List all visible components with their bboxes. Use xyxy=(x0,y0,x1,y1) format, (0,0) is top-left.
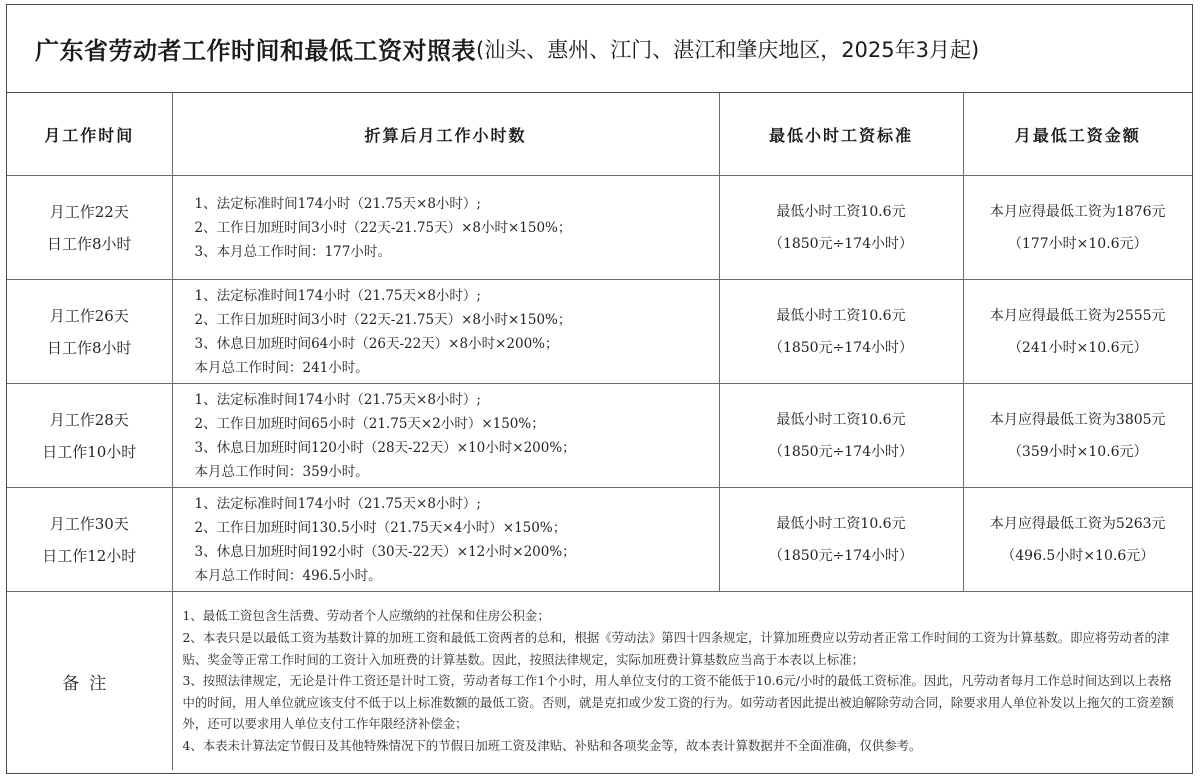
notes-row xyxy=(7,592,1192,771)
work-hours-per-day: 日工作12小时 xyxy=(42,546,137,565)
monthly-wage-formula: （241小时×10.6元） xyxy=(1007,339,1148,356)
wage-comparison-table xyxy=(7,93,1192,770)
monthly-wage-value: 本月应得最低工资为3805元 xyxy=(989,411,1166,428)
hours-calculation-cell xyxy=(172,176,719,280)
calc-line: 本月总工作时间：241小时。 xyxy=(194,359,369,376)
notes-cell xyxy=(172,592,1192,771)
calc-line: 1、法定标准时间174小时（21.75天×8小时）; xyxy=(194,195,481,212)
hourly-wage-formula: （1850元÷174小时） xyxy=(768,547,914,564)
table-row xyxy=(7,280,1192,384)
hourly-wage-cell xyxy=(719,280,963,384)
monthly-wage-cell xyxy=(963,280,1192,384)
hourly-wage-value: 最低小时工资10.6元 xyxy=(776,203,906,220)
hourly-wage-formula: （1850元÷174小时） xyxy=(768,443,914,460)
work-days: 月工作26天 xyxy=(49,306,129,325)
monthly-wage-cell xyxy=(963,176,1192,280)
hourly-wage-value: 最低小时工资10.6元 xyxy=(776,307,906,324)
monthly-wage-cell xyxy=(963,384,1192,488)
table-row xyxy=(7,384,1192,488)
monthly-wage-value: 本月应得最低工资为2555元 xyxy=(989,307,1166,324)
hourly-wage-cell xyxy=(719,384,963,488)
calc-line: 3、休息日加班时间120小时（28天-22天）×10小时×200%； xyxy=(194,439,576,456)
hourly-wage-formula: （1850元÷174小时） xyxy=(768,339,914,356)
work-period-cell xyxy=(7,488,172,592)
work-period-cell xyxy=(7,384,172,488)
work-days: 月工作30天 xyxy=(49,514,129,533)
hours-calculation-cell xyxy=(172,384,719,488)
note-item: 2、本表只是以最低工资为基数计算的加班工资和最低工资两者的总和，根据《劳动法》第四十四条规定，计算加班费应以劳动者正常工作时间的工资为计算基数。即应将劳动者的津贴、奖金等正常工作时间的工资计入加班费的计算基数。因此，按照法律规定，实际加班费计算基数应当高于本表以上标准； xyxy=(182,630,1170,667)
table-row xyxy=(7,488,1192,592)
calc-line: 本月总工作时间：359小时。 xyxy=(194,463,369,480)
title-row xyxy=(7,5,1192,93)
calc-line: 2、工作日加班时间3小时（22天-21.75天）×8小时×150%； xyxy=(194,311,572,328)
calc-line: 1、法定标准时间174小时（21.75天×8小时）; xyxy=(194,391,481,408)
wage-table-document xyxy=(6,4,1193,774)
work-period-cell xyxy=(7,176,172,280)
monthly-wage-value: 本月应得最低工资为1876元 xyxy=(989,203,1166,220)
work-period-cell xyxy=(7,280,172,384)
monthly-wage-cell xyxy=(963,488,1192,592)
calc-line: 本月总工作时间：496.5小时。 xyxy=(194,567,382,584)
hourly-wage-cell xyxy=(719,488,963,592)
work-days: 月工作22天 xyxy=(49,202,129,221)
hourly-wage-value: 最低小时工资10.6元 xyxy=(776,515,906,532)
calc-line: 2、工作日加班时间65小时（21.75天×2小时）×150%； xyxy=(194,415,545,432)
notes-label: 备注 xyxy=(7,592,172,771)
header-monthly-minimum: 月最低工资金额 xyxy=(963,93,1192,176)
monthly-wage-formula: （359小时×10.6元） xyxy=(1007,443,1148,460)
calc-line: 3、休息日加班时间64小时（26天-22天）×8小时×200%； xyxy=(194,335,559,352)
calc-line: 3、本月总工作时间：177小时。 xyxy=(194,243,391,260)
calc-line: 3、休息日加班时间192小时（30天-22天）×12小时×200%； xyxy=(194,543,576,560)
header-hourly-minimum: 最低小时工资标准 xyxy=(719,93,963,176)
monthly-wage-formula: （177小时×10.6元） xyxy=(1007,235,1148,252)
page-subtitle: (汕头、惠州、江门、湛江和肇庆地区，2025年3月起) xyxy=(476,37,980,62)
hours-calculation-cell xyxy=(172,280,719,384)
calc-line: 1、法定标准时间174小时（21.75天×8小时）; xyxy=(194,495,481,512)
note-item: 1、最低工资包含生活费、劳动者个人应缴纳的社保和住房公积金； xyxy=(182,608,550,624)
work-hours-per-day: 日工作10小时 xyxy=(42,442,137,461)
work-hours-per-day: 日工作8小时 xyxy=(46,234,132,253)
work-hours-per-day: 日工作8小时 xyxy=(46,338,132,357)
header-converted-hours: 折算后月工作小时数 xyxy=(172,93,719,176)
note-item: 4、本表未计算法定节假日及其他特殊情况下的节假日加班工资及津贴、补贴和各项奖金等，故本表计算数据并不全面准确，仅供参考。 xyxy=(182,737,922,753)
monthly-wage-formula: （496.5小时×10.6元） xyxy=(1001,547,1155,564)
calc-line: 2、工作日加班时间3小时（22天-21.75天）×8小时×150%； xyxy=(194,219,572,236)
work-days: 月工作28天 xyxy=(49,410,129,429)
table-row xyxy=(7,176,1192,280)
hourly-wage-value: 最低小时工资10.6元 xyxy=(776,411,906,428)
hours-calculation-cell xyxy=(172,488,719,592)
page-title: 广东省劳动者工作时间和最低工资对照表 xyxy=(35,37,476,65)
hourly-wage-formula: （1850元÷174小时） xyxy=(768,235,914,252)
monthly-wage-value: 本月应得最低工资为5263元 xyxy=(989,515,1166,532)
hourly-wage-cell xyxy=(719,176,963,280)
header-monthly-work-time: 月工作时间 xyxy=(7,93,172,176)
note-item: 3、按照法律规定，无论是计件工资还是计时工资，劳动者每工作1个小时，用人单位支付的工资不能低于10.6元/小时的最低工资标准。因此，凡劳动者每月工作总时间达到以上表格中的时间，用人单位就应该支付不低于以上标准数额的最低工资。否则，就是克扣或少发工资的行为。如劳动者因此提出被迫解除劳动合同，除要求用人单位补发以上拖欠的工资差额外，还可以要求用人单位支付工作年限经济补偿金； xyxy=(182,673,1174,732)
calc-line: 2、工作日加班时间130.5小时（21.75天×4小时）×150%； xyxy=(194,519,567,536)
calc-line: 1、法定标准时间174小时（21.75天×8小时）; xyxy=(194,287,481,304)
header-row xyxy=(7,93,1192,176)
